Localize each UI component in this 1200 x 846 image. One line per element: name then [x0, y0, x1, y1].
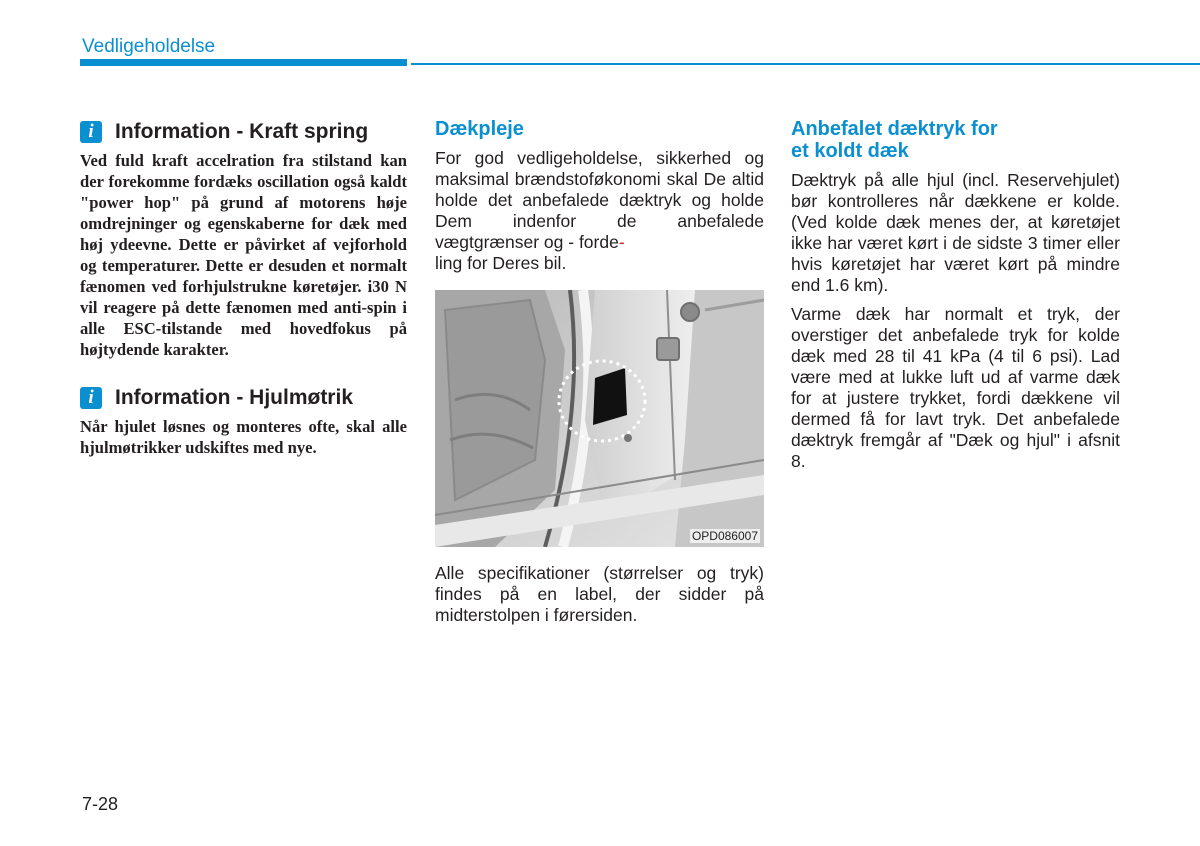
info-icon: i [80, 387, 102, 409]
info-title: Information - Kraft spring [115, 120, 369, 143]
door-pillar-illustration [435, 290, 764, 547]
door-pillar-label-figure [435, 290, 764, 547]
anbefalet-paragraph-2: Varme dæk har normalt et tryk, der overstiger det anbefalede tryk for kolde dæk med 28 til 41 kPa (4 til 6 psi). Lad være med at lukke luft ud af varme dæk for at justere trykket, fordi dækkene vil dermed få for lavt tryk. Det anbefalede dæktryk fremgår af "Dæk og hjul" i afsnit 8. [791, 304, 1120, 471]
heading-line2: et koldt dæk [791, 140, 909, 162]
soft-hyphen: - [618, 232, 625, 252]
daekpleje-column [435, 118, 764, 626]
section-heading-daekpleje: Dækpleje [435, 118, 524, 140]
header-rule-thick [80, 59, 407, 66]
info-body: Når hjulet løsnes og monteres ofte, skal alle hjulmøtrikker udskiftes med nye. [80, 417, 407, 457]
page-number: 7-28 [82, 794, 119, 814]
info-block-kraft-spring [80, 120, 407, 360]
info-heading [80, 386, 407, 410]
heading-line1: Anbefalet dæktryk for [791, 118, 998, 140]
intro-text-part2: ling for Deres bil. [435, 253, 567, 273]
info-body: Ved fuld kraft accelration fra stilstand kan der forekomme fordæks oscillation også kaldt "power hop" på grund af motorens høje omdrejninger og egenskaberne for dæk med høj ydeevne. Dette er påvirket af vejforhold og temperaturer. Dette er desuden et normalt fænomen ved forhjulstrukne køretøjer. i30 N vil reagere på dette fænomen med anti-spin i alle ESC-tilstande med hovedfokus på højtydende karakter. [80, 151, 407, 359]
section-heading-anbefalet [791, 118, 1120, 162]
info-block-hjulmoetrik [80, 386, 407, 458]
info-column [80, 120, 407, 458]
daekpleje-intro [435, 148, 764, 274]
info-title: Information - Hjulmøtrik [115, 386, 353, 409]
header-rule-thin [411, 63, 1200, 65]
figure-code: OPD086007 [691, 529, 758, 543]
intro-text-part1: For god vedligeholdelse, sikkerhed og maksimal brændstoføkonomi skal De altid holde det anbefalede dæktryk og holde Dem indenfor de anbefalede vægtgrænser og - forde [435, 148, 764, 252]
anbefalet-column [791, 118, 1120, 472]
section-header-title: Vedligeholdelse [82, 36, 216, 57]
anbefalet-paragraph-1: Dæktryk på alle hjul (incl. Reservehjulet) bør kontrolleres når dækkene er kolde. (Ved kolde dæk menes der, at køretøjet ikke har været kørt i de sidste 3 timer eller hvis køretøjet har været kørt på mindre end 1.6 km). [791, 170, 1120, 295]
label-location-text: Alle specifikationer (størrelser og tryk) findes på en label, der sidder på midterstolpen i førersiden. [435, 563, 764, 625]
info-icon: i [80, 121, 102, 143]
info-heading [80, 120, 407, 144]
